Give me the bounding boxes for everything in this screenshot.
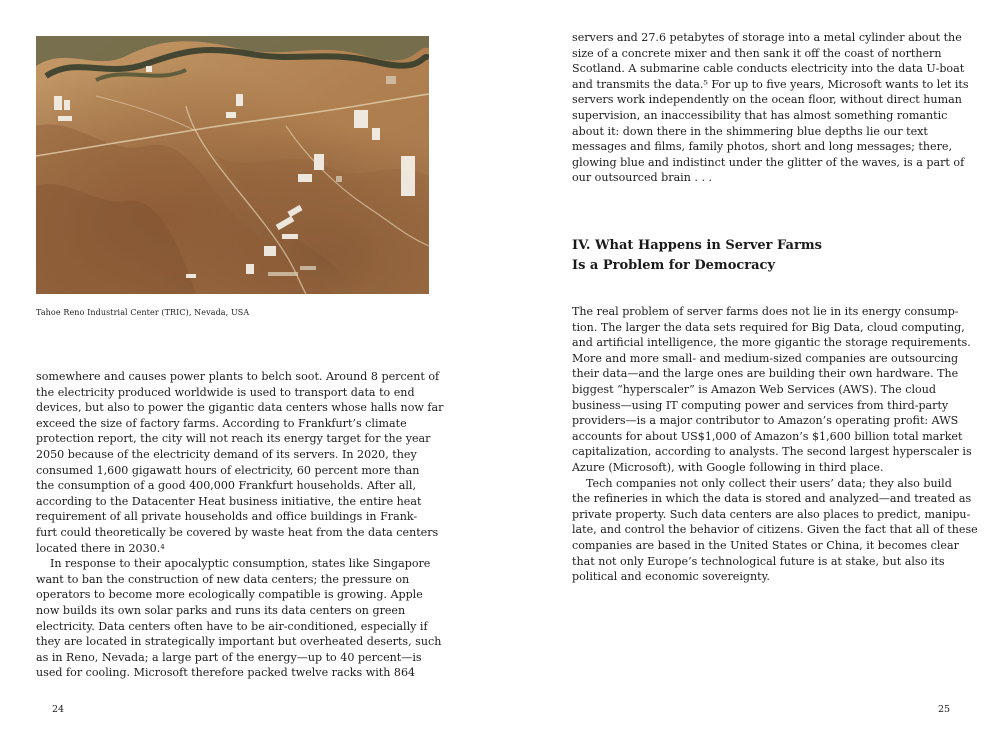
- text-line: used for cooling. Microsoft therefore packed twelve racks with 864: [36, 666, 416, 680]
- section-heading-line: IV. What Happens in Server Farms: [572, 238, 822, 253]
- text-line: consumed 1,600 gigawatt hours of electricity, 60 percent more than: [36, 463, 420, 477]
- text-line: Scotland. A submarine cable conducts electricity into the data U-boat: [572, 62, 965, 76]
- page-number-right: 25: [938, 704, 951, 715]
- text-line: protection report, the city will not reach its energy target for the year: [36, 432, 431, 446]
- page-number-left: 24: [52, 704, 65, 715]
- text-line: biggest “hyperscaler” is Amazon Web Services (AWS). The cloud: [572, 382, 936, 396]
- text-line: More and more small- and medium-sized companies are outsourcing: [572, 351, 959, 365]
- text-line: they are located in strategically important but overheated deserts, such: [36, 635, 442, 649]
- text-line: now builds its own solar parks and runs its data centers on green: [36, 603, 406, 617]
- text-line: the electricity produced worldwide is used to transport data to end: [36, 385, 415, 399]
- text-line: according to the Datacenter Heat business initiative, the entire heat: [36, 494, 422, 508]
- text-line: private property. Such data centers are also places to predict, manipu-: [572, 507, 971, 521]
- photo-caption: Tahoe Reno Industrial Center (TRIC), Nevada, USA: [36, 308, 250, 317]
- text-line: the refineries in which the data is stored and analyzed—and treated as: [572, 492, 972, 506]
- right-page: [500, 0, 1000, 750]
- text-line: tion. The larger the data sets required for Big Data, cloud computing,: [572, 320, 965, 334]
- section-heading: [572, 236, 822, 276]
- text-line: exceed the size of factory farms. According to Frankfurt’s climate: [36, 416, 407, 430]
- satellite-photo-icon: [36, 36, 429, 294]
- text-line: size of a concrete mixer and then sank it off the coast of northern: [572, 46, 942, 60]
- text-line: somewhere and causes power plants to belch soot. Around 8 percent of: [36, 370, 440, 383]
- text-line: providers—is a major contributor to Amazon’s operating profit: AWS: [572, 414, 959, 428]
- right-top-text: [572, 30, 972, 186]
- text-line: late, and control the behavior of citizens. Given the fact that all of these: [572, 523, 978, 537]
- satellite-photo: [36, 36, 429, 294]
- text-line: servers and 27.6 petabytes of storage into a metal cylinder about the: [572, 31, 962, 44]
- text-line: capitalization, according to analysts. The second largest hyperscaler is: [572, 445, 972, 459]
- text-line: as in Reno, Nevada; a large part of the energy—up to 40 percent—is: [36, 650, 422, 664]
- text-line: Azure (Microsoft), with Google following in third place.: [572, 460, 884, 474]
- text-line: the consumption of a good 400,000 Frankfurt households. After all,: [36, 479, 416, 493]
- left-body-text: [36, 369, 464, 681]
- right-body-text: [572, 304, 978, 585]
- text-line: companies are based in the United States or China, it becomes clear: [572, 538, 959, 552]
- text-line: requirement of all private households and office buildings in Frank-: [36, 510, 418, 524]
- text-line: and artificial intelligence, the more gigantic the storage requirements.: [572, 336, 971, 350]
- text-line: Tech companies not only collect their users’ data; they also build: [586, 476, 952, 490]
- text-line: and transmits the data.⁵ For up to five years, Microsoft wants to let its: [572, 77, 969, 91]
- text-line: about it: down there in the shimmering blue depths lie our text: [572, 124, 928, 138]
- text-line: business—using IT computing power and services from third-party: [572, 398, 949, 412]
- text-line: furt could theoretically be covered by waste heat from the data centers: [36, 525, 439, 539]
- text-line: In response to their apocalyptic consumption, states like Singapore: [50, 557, 431, 571]
- text-line: their data—and the large ones are building their own hardware. The: [572, 367, 959, 381]
- text-line: supervision, an inaccessibility that has almost something romantic: [572, 108, 948, 122]
- text-line: The real problem of server farms does not lie in its energy consump-: [572, 305, 959, 318]
- text-line: operators to become more ecologically compatible is growing. Apple: [36, 588, 423, 602]
- text-line: servers work independently on the ocean floor, without direct human: [572, 93, 962, 107]
- text-line: want to ban the construction of new data centers; the pressure on: [36, 572, 410, 586]
- text-line: devices, but also to power the gigantic data centers whose halls now far: [36, 401, 444, 415]
- text-line: our outsourced brain . . .: [572, 171, 713, 185]
- text-line: messages and films, family photos, short and long messages; there,: [572, 140, 952, 154]
- text-line: that not only Europe’s technological future is at stake, but also its: [572, 554, 945, 568]
- text-line: accounts for about US$1,000 of Amazon’s $1,600 billion total market: [572, 429, 963, 443]
- text-line: located there in 2030.⁴: [36, 541, 165, 555]
- text-line: political and economic sovereignty.: [572, 570, 770, 584]
- text-line: electricity. Data centers often have to be air-conditioned, especially if: [36, 619, 428, 633]
- section-heading-line: Is a Problem for Democracy: [572, 258, 776, 273]
- text-line: glowing blue and indistinct under the glitter of the waves, is a part of: [572, 155, 965, 169]
- text-line: 2050 because of the electricity demand of its servers. In 2020, they: [36, 447, 417, 461]
